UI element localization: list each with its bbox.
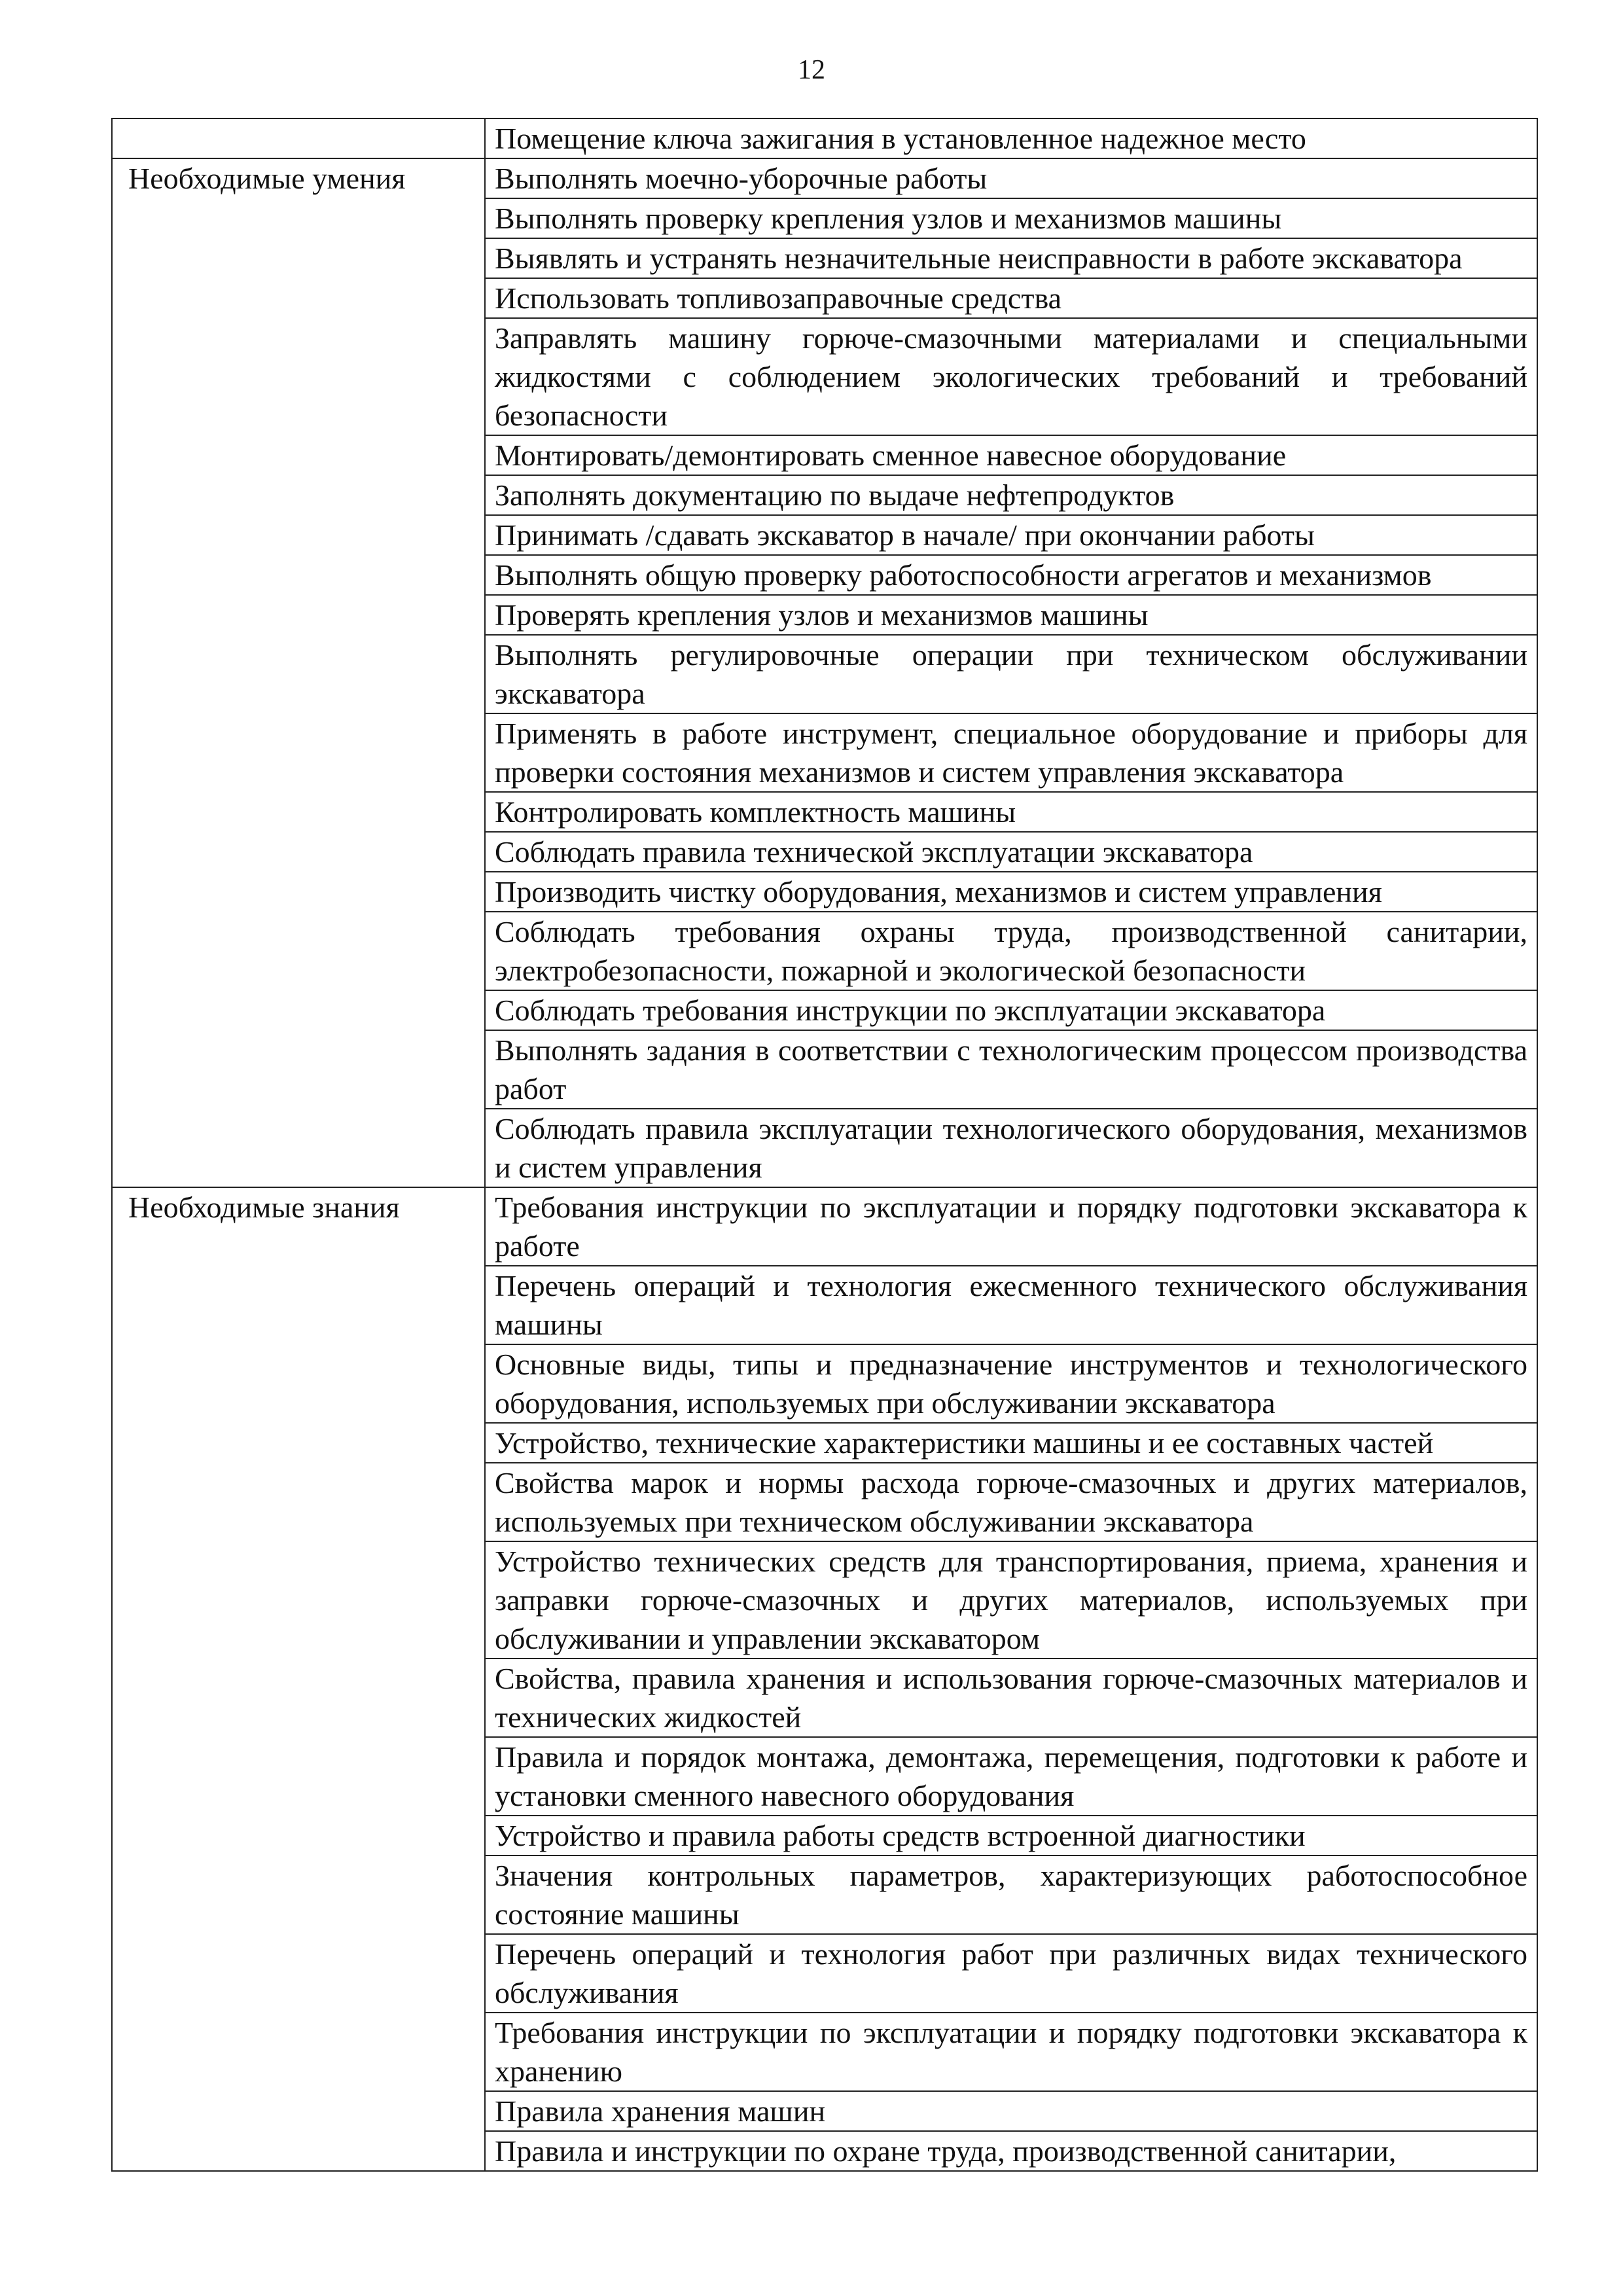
skills-group-label-continuation — [112, 318, 485, 435]
knowledge-group-label-continuation — [112, 1344, 485, 1423]
table-row — [112, 1463, 1537, 1541]
skills-item: Выявлять и устранять незначительные неисправности в работе экскаватора — [485, 238, 1537, 278]
table-row — [112, 1934, 1537, 2013]
row-text: Помещение ключа зажигания в установленное надежное место — [485, 118, 1537, 158]
table-row — [112, 1109, 1537, 1187]
skills-group-label-continuation — [112, 832, 485, 872]
skills-item: Выполнять моечно-уборочные работы — [485, 158, 1537, 198]
knowledge-item: Устройство, технические характеристики машины и ее составных частей — [485, 1423, 1537, 1463]
table-row — [112, 832, 1537, 872]
skills-group-label-continuation — [112, 238, 485, 278]
knowledge-group-label-continuation — [112, 1423, 485, 1463]
knowledge-item: Устройство технических средств для транспортирования, приема, хранения и заправки горюче-смазочных и других материалов, используемых при обслуживании и управлении экскаватором — [485, 1541, 1537, 1659]
table-row — [112, 1541, 1537, 1659]
table-row — [112, 912, 1537, 990]
skills-group-label-continuation — [112, 475, 485, 515]
knowledge-item: Правила и порядок монтажа, демонтажа, перемещения, подготовки к работе и установки сменного навесного оборудования — [485, 1737, 1537, 1816]
knowledge-group-label-continuation — [112, 1463, 485, 1541]
table-row — [112, 1030, 1537, 1109]
knowledge-item: Свойства марок и нормы расхода горюче-смазочных и других материалов, используемых при техническом обслуживании экскаватора — [485, 1463, 1537, 1541]
knowledge-item: Требования инструкции по эксплуатации и порядку подготовки экскаватора к работе — [485, 1187, 1537, 1266]
skills-item: Использовать топливозаправочные средства — [485, 278, 1537, 318]
skills-group-label-continuation — [112, 713, 485, 792]
skills-item: Производить чистку оборудования, механизмов и систем управления — [485, 872, 1537, 912]
table-row — [112, 595, 1537, 635]
skills-group-label-continuation — [112, 990, 485, 1030]
table-row — [112, 792, 1537, 832]
skills-group-label-continuation — [112, 635, 485, 713]
knowledge-group-label-continuation — [112, 1816, 485, 1856]
skills-item: Соблюдать требования охраны труда, производственной санитарии, электробезопасности, пожарной и экологической безопасности — [485, 912, 1537, 990]
table-row — [112, 1816, 1537, 1856]
table-row — [112, 990, 1537, 1030]
skills-item: Заправлять машину горюче-смазочными материалами и специальными жидкостями с соблюдением экологических требований и требований безопасности — [485, 318, 1537, 435]
table-row — [112, 1266, 1537, 1344]
table-row — [112, 118, 1537, 158]
knowledge-group-label-continuation — [112, 1934, 485, 2013]
skills-item: Выполнять задания в соответствии с технологическим процессом производства работ — [485, 1030, 1537, 1109]
table-row — [112, 1423, 1537, 1463]
knowledge-item: Требования инструкции по эксплуатации и порядку подготовки экскаватора к хранению — [485, 2013, 1537, 2091]
table-row — [112, 2091, 1537, 2131]
skills-item: Проверять крепления узлов и механизмов машины — [485, 595, 1537, 635]
table-row — [112, 872, 1537, 912]
knowledge-item: Перечень операций и технология ежесменного технического обслуживания машины — [485, 1266, 1537, 1344]
skills-item: Контролировать комплектность машины — [485, 792, 1537, 832]
skills-group-label-continuation — [112, 278, 485, 318]
competency-table-body — [112, 118, 1537, 2171]
knowledge-item: Устройство и правила работы средств встроенной диагностики — [485, 1816, 1537, 1856]
table-row — [112, 555, 1537, 595]
skills-group-label-continuation — [112, 595, 485, 635]
skills-group-label-continuation — [112, 1109, 485, 1187]
skills-item: Выполнять общую проверку работоспособности агрегатов и механизмов — [485, 555, 1537, 595]
skills-group-label-continuation — [112, 792, 485, 832]
table-row — [112, 238, 1537, 278]
skills-item: Заполнять документацию по выдаче нефтепродуктов — [485, 475, 1537, 515]
table-row — [112, 1659, 1537, 1737]
table-row — [112, 475, 1537, 515]
knowledge-item: Свойства, правила хранения и использования горюче-смазочных материалов и технических жидкостей — [485, 1659, 1537, 1737]
skills-item: Принимать /сдавать экскаватор в начале/ при окончании работы — [485, 515, 1537, 555]
skills-item: Выполнять регулировочные операции при техническом обслуживании экскаватора — [485, 635, 1537, 713]
skills-group-label-continuation — [112, 198, 485, 238]
table-row — [112, 278, 1537, 318]
row-label — [112, 118, 485, 158]
knowledge-group-label-continuation — [112, 1266, 485, 1344]
knowledge-group-label-continuation — [112, 2091, 485, 2131]
table-row — [112, 1856, 1537, 1934]
knowledge-item: Значения контрольных параметров, характеризующих работоспособное состояние машины — [485, 1856, 1537, 1934]
skills-item: Соблюдать правила технической эксплуатации экскаватора — [485, 832, 1537, 872]
table-row — [112, 1187, 1537, 1266]
skills-group-label-continuation — [112, 912, 485, 990]
table-row — [112, 2131, 1537, 2171]
knowledge-group-label-continuation — [112, 2131, 485, 2171]
knowledge-item: Правила хранения машин — [485, 2091, 1537, 2131]
table-row — [112, 435, 1537, 475]
skills-item: Выполнять проверку крепления узлов и механизмов машины — [485, 198, 1537, 238]
knowledge-item: Правила и инструкции по охране труда, производственной санитарии, — [485, 2131, 1537, 2171]
table-row — [112, 158, 1537, 198]
skills-group-label-continuation — [112, 435, 485, 475]
skills-group-label-continuation — [112, 1030, 485, 1109]
table-row — [112, 635, 1537, 713]
knowledge-item: Перечень операций и технология работ при различных видах технического обслуживания — [485, 1934, 1537, 2013]
knowledge-group-label: Необходимые знания — [112, 1187, 485, 1266]
skills-item: Соблюдать требования инструкции по эксплуатации экскаватора — [485, 990, 1537, 1030]
skills-group-label-continuation — [112, 555, 485, 595]
knowledge-group-label-continuation — [112, 1856, 485, 1934]
table-row — [112, 1737, 1537, 1816]
page-number: 12 — [798, 55, 825, 85]
knowledge-group-label-continuation — [112, 1659, 485, 1737]
knowledge-item: Основные виды, типы и предназначение инструментов и технологического оборудования, используемых при обслуживании экскаватора — [485, 1344, 1537, 1423]
skills-item: Применять в работе инструмент, специальное оборудование и приборы для проверки состояния механизмов и систем управления экскаватора — [485, 713, 1537, 792]
knowledge-group-label-continuation — [112, 1541, 485, 1659]
skills-group-label: Необходимые умения — [112, 158, 485, 198]
skills-group-label-continuation — [112, 515, 485, 555]
table-row — [112, 198, 1537, 238]
skills-group-label-continuation — [112, 872, 485, 912]
table-row — [112, 318, 1537, 435]
skills-item: Соблюдать правила эксплуатации технологического оборудования, механизмов и систем управления — [485, 1109, 1537, 1187]
knowledge-group-label-continuation — [112, 2013, 485, 2091]
table-row — [112, 713, 1537, 792]
table-row — [112, 2013, 1537, 2091]
table-row — [112, 515, 1537, 555]
skills-item: Монтировать/демонтировать сменное навесное оборудование — [485, 435, 1537, 475]
knowledge-group-label-continuation — [112, 1737, 485, 1816]
table-row — [112, 1344, 1537, 1423]
competency-table — [111, 118, 1538, 2172]
